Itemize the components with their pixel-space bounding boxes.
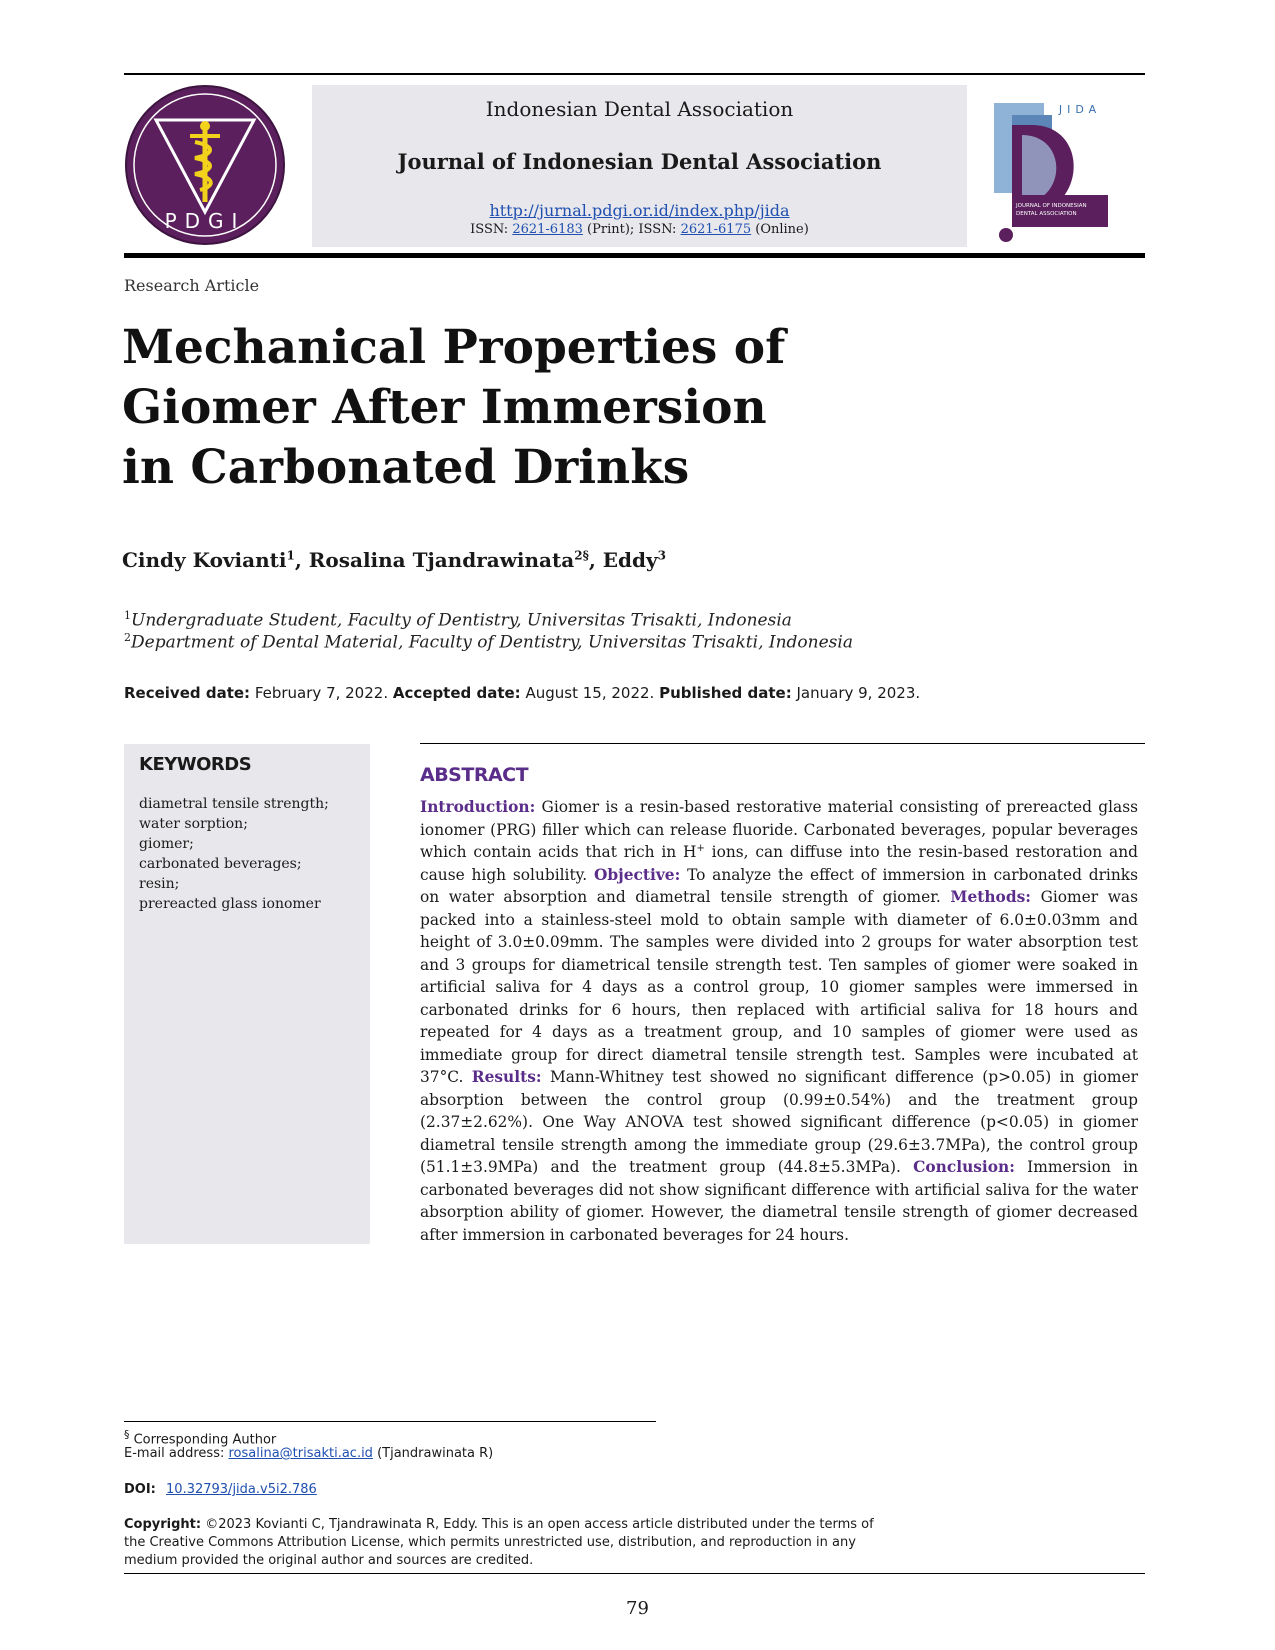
keywords-title: KEYWORDS [139,754,252,775]
doi-link[interactable]: 10.32793/jida.v5i2.786 [166,1482,317,1497]
keyword-item: carbonated beverages; [139,856,302,872]
title-line: Giomer After Immersion [122,380,767,435]
affiliation-text: Department of Dental Material, Faculty of Dentistry, Universitas Trisakti, Indonesia [131,632,853,653]
journal-url-link[interactable]: http://jurnal.pdgi.or.id/index.php/jida [489,201,790,220]
affiliation-sup: 2 [124,631,131,644]
keyword-item: resin; [139,876,180,892]
article-type: Research Article [124,276,260,295]
issn-online-link[interactable]: 2621-6175 [680,222,752,237]
abstract-body [420,796,1138,1246]
page-number: 79 [626,1598,649,1619]
author-name: Eddy [602,548,658,572]
copyright-text: ©2023 Kovianti C, Tjandrawinata R, Eddy. This is an open access article distributed under the terms of the Creative Commons Attribution License, which permits unrestricted use, distribution, and reproduction in any medium provided the original author and sources are credited. [124,1517,874,1568]
title-line: in Carbonated Drinks [122,440,690,495]
methods-text: Giomer was packed into a stainless-steel mold to obtain sample with diameter of 6.0±0.03mm and height of 3.0±0.09mm. The samples were divided into 2 groups for water absorption test and 3 groups for diametrical tensile strength test. Ten samples of giomer were soaked in artificial saliva for 4 days as a control group, 10 giomer samples were immersed in carbonated drinks for 6 hours, then replaced with artificial saliva for 18 hours and repeated for 4 days as a treatment group, and 10 samples of giomer were used as immediate group for direct diametral tensile strength test. Samples were incubated at 37°C. [420,888,1138,1086]
affiliation-sup: 1 [124,609,131,622]
logo-text: PDGI [164,209,246,233]
abstract-title: ABSTRACT [420,764,529,786]
keywords-box [124,744,370,1244]
journal-cover-image [992,95,1112,247]
doi-line [124,1482,317,1497]
objective-label: Objective: [594,865,681,884]
received-label: Received date: [124,684,251,702]
header-thick-rule [124,253,1145,258]
association-name: Indonesian Dental Association [485,97,794,121]
author-list [122,548,666,572]
cover-title: JIDA [1058,103,1102,116]
title-line: Mechanical Properties of [122,320,786,375]
introduction-label: Introduction: [420,798,536,816]
author-name: Cindy Kovianti [122,548,287,572]
keyword-item: prereacted glass ionomer [139,896,321,912]
conclusion-label: Conclusion: [913,1158,1015,1176]
bottom-rule [124,1573,1145,1574]
methods-label: Methods: [950,888,1031,906]
author-sep: , [588,548,603,572]
journal-name: Journal of Indonesian Dental Association [397,149,882,174]
keywords-list [139,794,329,914]
copyright-label: Copyright: [124,1517,202,1532]
published-date: January 9, 2023. [796,684,921,702]
results-text: Mann-Whitney test showed no significant difference (p>0.05) in giomer absorption between the control group (0.99±0.54%) and the treatment group (2.37±2.62%). One Way ANOVA test showed significant difference (p<0.05) in giomer diametral tensile strength among the immediate group (29.6±3.7MPa), the control group (51.1±3.9MPa) and the treatment group (44.8±5.3MPa). [420,1068,1138,1176]
corresponding-text: Corresponding Author [133,1432,277,1448]
article-title [122,318,842,498]
affiliation [124,631,853,653]
accepted-label: Accepted date: [392,684,521,702]
keyword-item: diametral tensile strength; [139,796,329,812]
objective-text: To analyze the effect of immersion in carbonated drinks on water absorption and diametral tensile strength of giomer. [420,865,1138,906]
email-line [124,1446,493,1461]
affiliation-text: Undergraduate Student, Faculty of Dentistry, Universitas Trisakti, Indonesia [131,610,792,631]
journal-header-box [312,85,967,247]
author-sup: 3 [657,548,666,563]
author-sup: 1 [286,548,295,563]
affiliation [124,609,792,631]
cover-subtitle-1: JOURNAL OF INDONESIAN [1016,203,1087,209]
pdgi-logo [124,84,286,246]
abstract-top-rule [420,743,1145,744]
published-label: Published date: [659,684,792,702]
email-label: E-mail address: [124,1446,225,1461]
issn-line [312,222,967,237]
introduction-text-a: Giomer is a resin-based restorative material consisting of prereacted glass ionomer (PRG) filler which can release fluoride. Carbonated beverages, popular beverages which contain acids that rich in H [420,798,1138,861]
email-suffix: (Tjandrawinata R) [377,1446,494,1461]
corresponding-author-note [124,1428,276,1447]
accepted-date: August 15, 2022. [525,684,655,702]
email-link[interactable]: rosalina@trisakti.ac.id [228,1446,373,1461]
author-name: Rosalina Tjandrawinata [308,548,575,572]
keyword-item: giomer; [139,836,194,852]
issn-print-link[interactable]: 2621-6183 [512,222,583,237]
issn-print-suffix: (Print); ISSN: [587,222,677,237]
conclusion-text: Immersion in carbonated beverages did not show significant difference with artificial saliva for the water absorption ability of giomer. However, the diametral tensile strength of giomer decreased after immersion in carbonated beverages for 24 hours. [420,1158,1138,1244]
top-rule [124,73,1145,75]
issn-online-suffix: (Online) [755,222,809,237]
author-sup: 2§ [574,548,589,563]
results-label: Results: [471,1068,542,1086]
introduction-text-b: ions, can diffuse into the resin-based restoration and cause high solubility. [420,843,1138,884]
received-date: February 7, 2022. [254,684,389,702]
article-dates [124,684,920,702]
copyright-notice [124,1516,884,1570]
corresponding-sup: § [124,1428,130,1441]
introduction-sup: + [696,842,705,854]
keyword-item: water sorption; [139,816,248,832]
cover-subtitle-2: DENTAL ASSOCIATION [1016,211,1077,217]
author-sep: , [294,548,309,572]
issn-prefix: ISSN: [470,222,509,237]
doi-label: DOI: [124,1482,156,1497]
footnote-rule [124,1421,656,1422]
